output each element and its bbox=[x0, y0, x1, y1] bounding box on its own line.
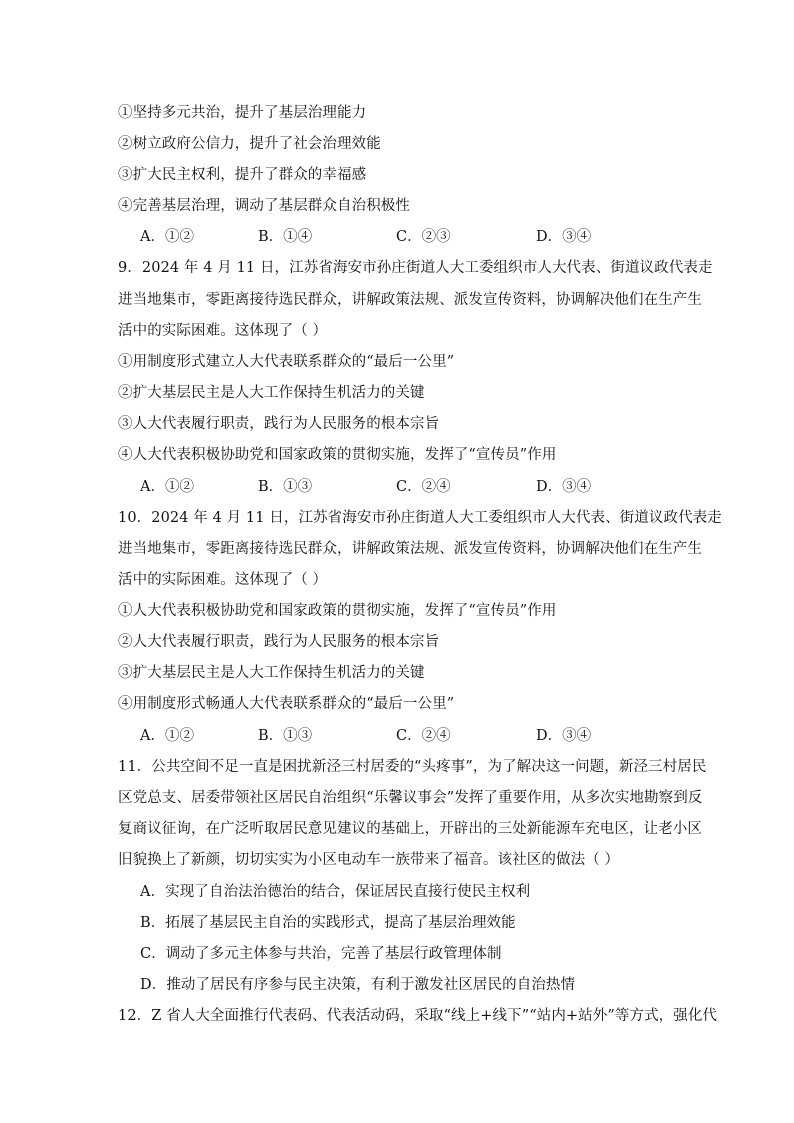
q10-stem-line-3: 活中的实际困难。这体现了（ ） bbox=[118, 572, 328, 588]
q12-stem-line-1: 12．Z 省人大全面推行代表码、代表活动码，采取“线上+线下”“站内+站外”等方式，强化代 bbox=[118, 1008, 718, 1024]
q10-stem-line-1: 10．2024 年 4 月 11 日，江苏省海安市孙庄街道人大工委组织市人大代表、街道议政代表走 bbox=[118, 510, 722, 526]
q8-option-c: C．②③ bbox=[396, 229, 451, 245]
q9-option-c: C．②④ bbox=[396, 479, 451, 495]
q11-option-a: A．实现了自治法治德治的结合，保证居民直接行使民主权利 bbox=[140, 884, 531, 900]
q11-stem-line-3: 复商议征询，在广泛听取居民意见建议的基础上，开辟出的三处新能源车充电区，让老小区 bbox=[118, 821, 702, 837]
q9-stem-line-1: 9．2024 年 4 月 11 日，江苏省海安市孙庄街道人大工委组织市人大代表、街道议政代表走 bbox=[118, 260, 713, 276]
q8-option-d: D．③④ bbox=[536, 229, 592, 245]
q9-option-b: B．①③ bbox=[258, 479, 313, 495]
q11-stem-line-1: 11．公共空间不足一直是困扰新泾三村居委的“头疼事”，为了解决这一问题，新泾三村居民 bbox=[118, 759, 707, 775]
q9-statement-2: ②扩大基层民主是人大工作保持生机活力的关键 bbox=[118, 385, 425, 401]
q8-statement-3: ③扩大民主权利，提升了群众的幸福感 bbox=[118, 167, 367, 183]
q11-option-d: D．推动了居民有序参与民主决策，有利于激发社区居民的自治热情 bbox=[140, 977, 576, 993]
q10-statement-4: ④用制度形式畅通人大代表联系群众的“最后一公里” bbox=[118, 696, 455, 712]
q8-statement-1: ①坚持多元共治，提升了基层治理能力 bbox=[118, 105, 367, 121]
q9-stem-line-2: 进当地集市，零距离接待选民群众，讲解政策法规、派发宣传资料，协调解决他们在生产生 bbox=[118, 292, 702, 308]
q9-option-a: A．①② bbox=[140, 479, 194, 495]
q8-statement-4: ④完善基层治理，调动了基层群众自治积极性 bbox=[118, 198, 410, 214]
q8-option-b: B．①④ bbox=[258, 229, 313, 245]
q11-option-b: B．拓展了基层民主自治的实践形式，提高了基层治理效能 bbox=[140, 915, 516, 931]
q10-statement-2: ②人大代表履行职责，践行为人民服务的根本宗旨 bbox=[118, 634, 440, 650]
q8-statement-2: ②树立政府公信力，提升了社会治理效能 bbox=[118, 136, 381, 152]
q11-stem-line-4: 旧貌换上了新颜，切切实实为小区电动车一族带来了福音。该社区的做法（ ） bbox=[118, 852, 620, 868]
q10-statement-3: ③扩大基层民主是人大工作保持生机活力的关键 bbox=[118, 665, 425, 681]
q9-option-d: D．③④ bbox=[536, 479, 592, 495]
q9-stem-line-3: 活中的实际困难。这体现了（ ） bbox=[118, 323, 328, 339]
q11-stem-line-2: 区党总支、居委带领社区居民自治组织“乐馨议事会”发挥了重要作用，从多次实地勘察到反 bbox=[118, 790, 703, 806]
q9-statement-1: ①用制度形式建立人大代表联系群众的“最后一公里” bbox=[118, 354, 455, 370]
q8-option-a: A．①② bbox=[140, 229, 194, 245]
q10-option-a: A．①② bbox=[140, 728, 194, 744]
q10-option-c: C．②④ bbox=[396, 728, 451, 744]
q9-statement-4: ④人大代表积极协助党和国家政策的贯彻实施，发挥了“宣传员”作用 bbox=[118, 447, 557, 463]
q9-statement-3: ③人大代表履行职责，践行为人民服务的根本宗旨 bbox=[118, 416, 440, 432]
q10-option-b: B．①③ bbox=[258, 728, 313, 744]
q11-option-c: C．调动了多元主体参与共治，完善了基层行政管理体制 bbox=[140, 946, 502, 962]
q10-stem-line-2: 进当地集市，零距离接待选民群众，讲解政策法规、派发宣传资料，协调解决他们在生产生 bbox=[118, 541, 702, 557]
q10-option-d: D．③④ bbox=[536, 728, 592, 744]
q10-statement-1: ①人大代表积极协助党和国家政策的贯彻实施，发挥了“宣传员”作用 bbox=[118, 603, 557, 619]
